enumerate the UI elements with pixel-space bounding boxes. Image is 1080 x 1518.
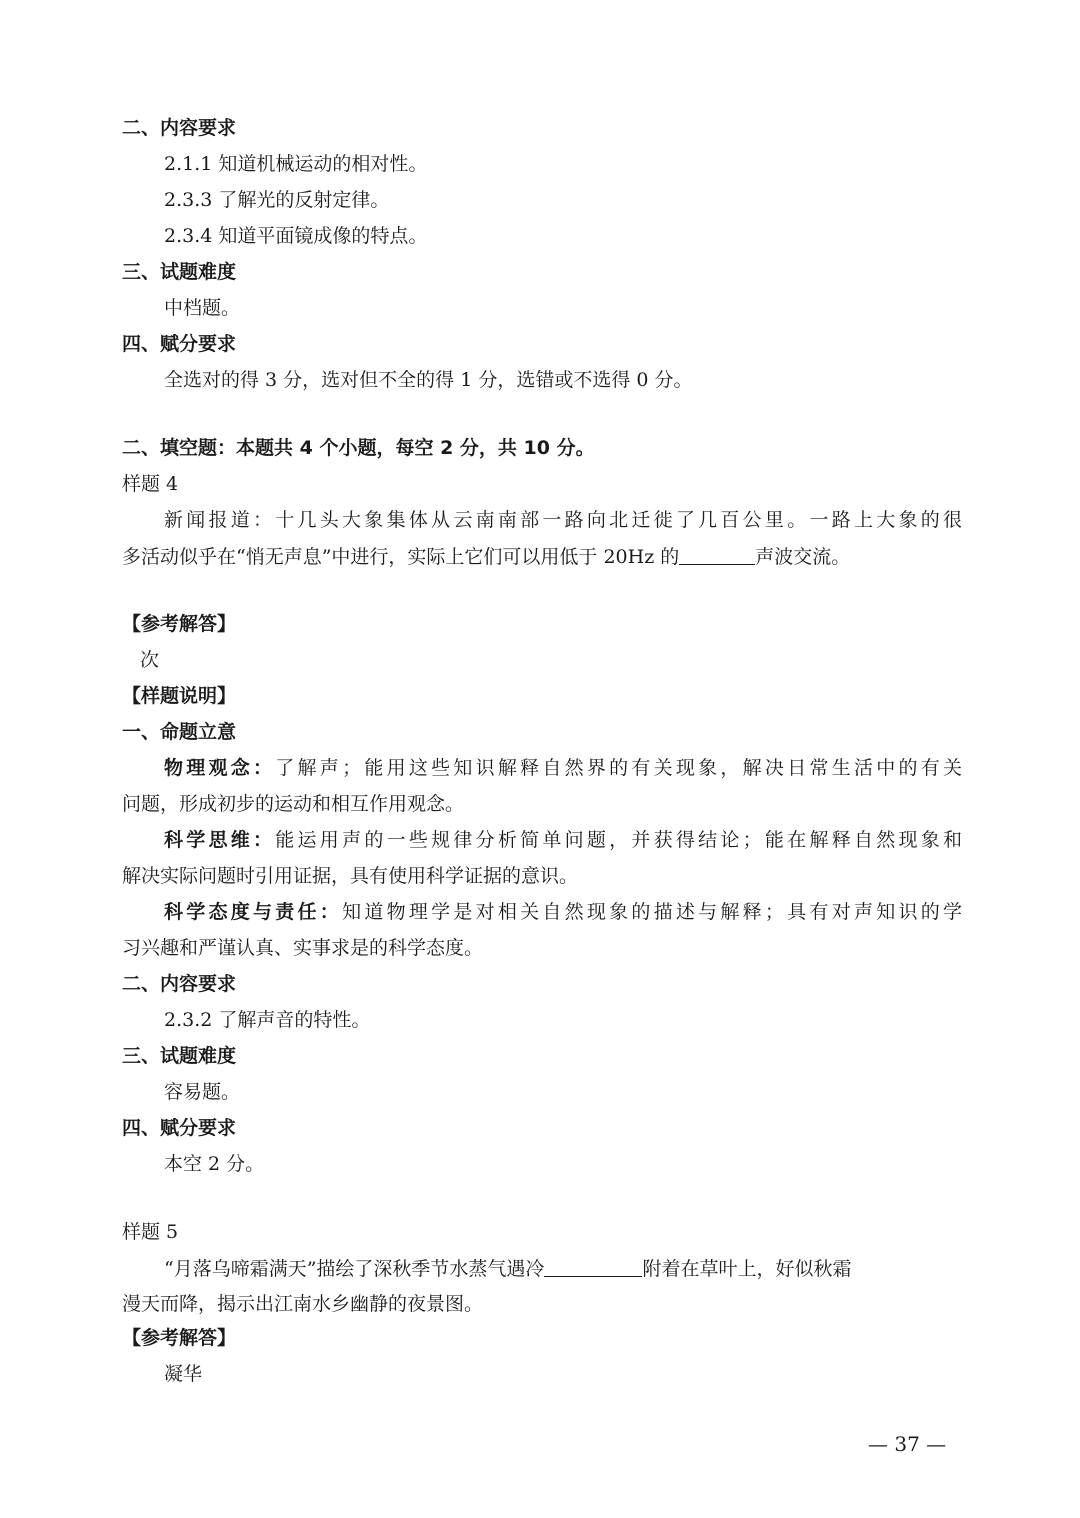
explanation-heading: 【样题说明】 xyxy=(122,685,237,707)
difficulty-text: 容易题。 xyxy=(164,1081,241,1103)
content-item: 2.3.2 了解声音的特性。 xyxy=(164,1009,371,1031)
question-5-text-line2: 漫天而降，揭示出江南水乡幽静的夜景图。 xyxy=(122,1293,484,1315)
page-number: — 37 — xyxy=(868,1432,947,1456)
scientific-thinking-line2: 解决实际问题时引用证据，具有使用科学证据的意识。 xyxy=(122,865,579,887)
reference-answer-heading: 【参考解答】 xyxy=(122,613,237,635)
fill-blank-section-heading: 二、填空题：本题共 4 个小题，每空 2 分，共 10 分。 xyxy=(122,437,595,459)
scientific-attitude-line2: 习兴趣和严谨认真、实事求是的科学态度。 xyxy=(122,937,484,959)
scientific-attitude-line1: 科学态度与责任：知道物理学是对相关自然现象的描述与解释；具有对声知识的学 xyxy=(164,901,962,923)
scoring-heading: 四、赋分要求 xyxy=(122,333,237,355)
answer-blank xyxy=(544,1256,642,1277)
question-4-text-line1: 新闻报道：十几头大象集体从云南南部一路向北迁徙了几百公里。一路上大象的很 xyxy=(164,509,962,531)
answer-blank xyxy=(679,544,755,565)
scoring-heading: 四、赋分要求 xyxy=(122,1117,237,1139)
difficulty-text: 中档题。 xyxy=(164,297,241,319)
scoring-text: 全选对的得 3 分，选对但不全的得 1 分，选错或不选得 0 分。 xyxy=(164,369,693,391)
question-5-label: 样题 5 xyxy=(122,1221,179,1243)
question-4-text-line2: 多活动似乎在“悄无声息”中进行，实际上它们可以用低于 20Hz 的 声波交流。 xyxy=(122,546,851,568)
content-item: 2.3.3 了解光的反射定律。 xyxy=(164,189,390,211)
reference-answer: 凝华 xyxy=(164,1363,203,1385)
scientific-thinking-line1: 科学思维：能运用声的一些规律分析简单问题，并获得结论；能在解释自然现象和 xyxy=(164,829,962,851)
content-item: 2.3.4 知道平面镜成像的特点。 xyxy=(164,225,428,247)
physics-concept-line1: 物理观念：了解声；能用这些知识解释自然界的有关现象，解决日常生活中的有关 xyxy=(164,757,962,779)
reference-answer-heading: 【参考解答】 xyxy=(122,1327,237,1349)
scoring-text: 本空 2 分。 xyxy=(164,1153,265,1175)
reference-answer: 次 xyxy=(140,649,160,671)
difficulty-heading: 三、试题难度 xyxy=(122,261,237,283)
physics-concept-line2: 问题，形成初步的运动和相互作用观念。 xyxy=(122,793,465,815)
content-requirements-heading: 二、内容要求 xyxy=(122,117,237,139)
question-4-label: 样题 4 xyxy=(122,473,179,495)
question-5-text-line1: “月落乌啼霜满天”描绘了深秋季节水蒸气遇冷 附着在草叶上，好似秋霜 xyxy=(164,1258,852,1280)
content-requirements-heading: 二、内容要求 xyxy=(122,973,237,995)
intent-heading: 一、命题立意 xyxy=(122,721,237,743)
difficulty-heading: 三、试题难度 xyxy=(122,1045,237,1067)
content-item: 2.1.1 知道机械运动的相对性。 xyxy=(164,153,428,175)
